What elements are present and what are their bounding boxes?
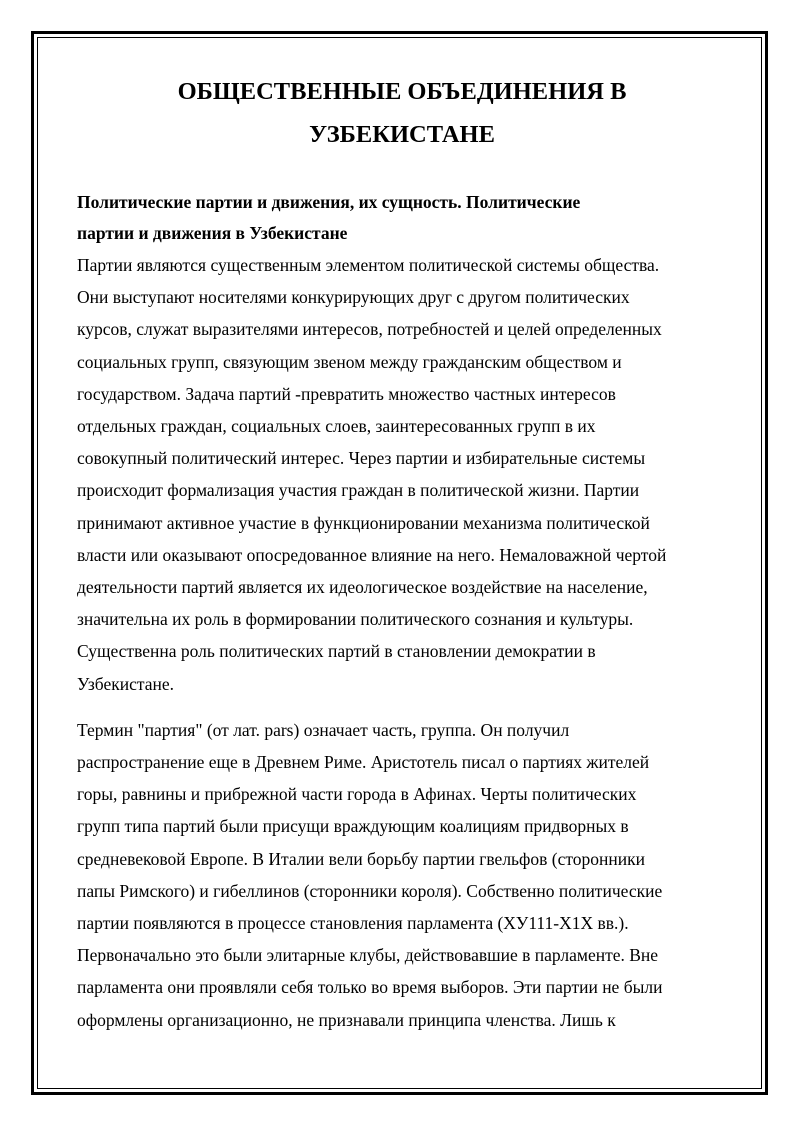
text-line: горы, равнины и прибрежной части города в Афинах. Черты политических xyxy=(77,784,637,805)
text-line: значительна их роль в формировании политического сознания и культуры. xyxy=(77,609,634,630)
text-line: папы Римского) и гибеллинов (сторонники короля). Собственно политические xyxy=(77,880,663,901)
text-line: происходит формализация участия граждан в политической жизни. Партии xyxy=(77,480,640,501)
text-line: Узбекистане. xyxy=(77,673,174,694)
text-line: совокупный политический интерес. Через партии и избирательные системы xyxy=(77,448,646,469)
document-content xyxy=(77,70,727,1036)
text-line: Существенна роль политических партий в становлении демократии в xyxy=(77,641,596,662)
text-line: партии появляются в процессе становления парламента (ХУ111-Х1Х вв.). xyxy=(77,913,629,934)
text-line: власти или оказывают опосредованное влияние на него. Немаловажной чертой xyxy=(77,544,667,565)
text-line: Партии являются существенным элементом политической системы общества. xyxy=(77,255,660,275)
text-line: парламента они проявляли себя только во время выборов. Эти партии не были xyxy=(77,977,663,998)
text-line: оформлены организационно, не признавали принципа членства. Лишь к xyxy=(77,1009,616,1030)
text-line: средневековой Европе. В Италии вели борьбу партии гвельфов (сторонники xyxy=(77,848,645,869)
text-line: социальных групп, связующим звеном между гражданским обществом и xyxy=(77,351,622,372)
text-line: Они выступают носителями конкурирующих друг с другом политических xyxy=(77,287,630,308)
text-line: Первоначально это были элитарные клубы, действовавшие в парламенте. Вне xyxy=(77,945,659,966)
title-line: ОБЩЕСТВЕННЫЕ ОБЪЕДИНЕНИЯ В xyxy=(177,78,627,105)
document-title xyxy=(77,70,727,156)
heading-line: Политические партии и движения, их сущность. Политические xyxy=(77,192,581,212)
text-line: курсов, служат выразителями интересов, потребностей и целей определенных xyxy=(77,319,662,340)
text-line: отдельных граждан, социальных слоев, заинтересованных групп в их xyxy=(77,416,596,437)
text-line: государством. Задача партий -превратить множество частных интересов xyxy=(77,383,616,404)
heading-line: партии и движения в Узбекистане xyxy=(77,223,348,243)
text-line: распространение еще в Древнем Риме. Аристотель писал о партиях жителей xyxy=(77,752,650,773)
text-line: деятельности партий является их идеологическое воздействие на население, xyxy=(77,577,648,598)
text-line: принимают активное участие в функционировании механизма политической xyxy=(77,512,650,533)
text-line: групп типа партий были присущи враждующим коалициям придворных в xyxy=(77,816,629,837)
paragraph-parties-role xyxy=(77,249,727,700)
text-line: Термин "партия" (от лат. pars) означает часть, группа. Он получил xyxy=(77,719,570,740)
title-line: УЗБЕКИСТАНЕ xyxy=(309,121,495,148)
section-heading xyxy=(77,187,727,249)
paragraph-term-history xyxy=(77,714,727,1036)
